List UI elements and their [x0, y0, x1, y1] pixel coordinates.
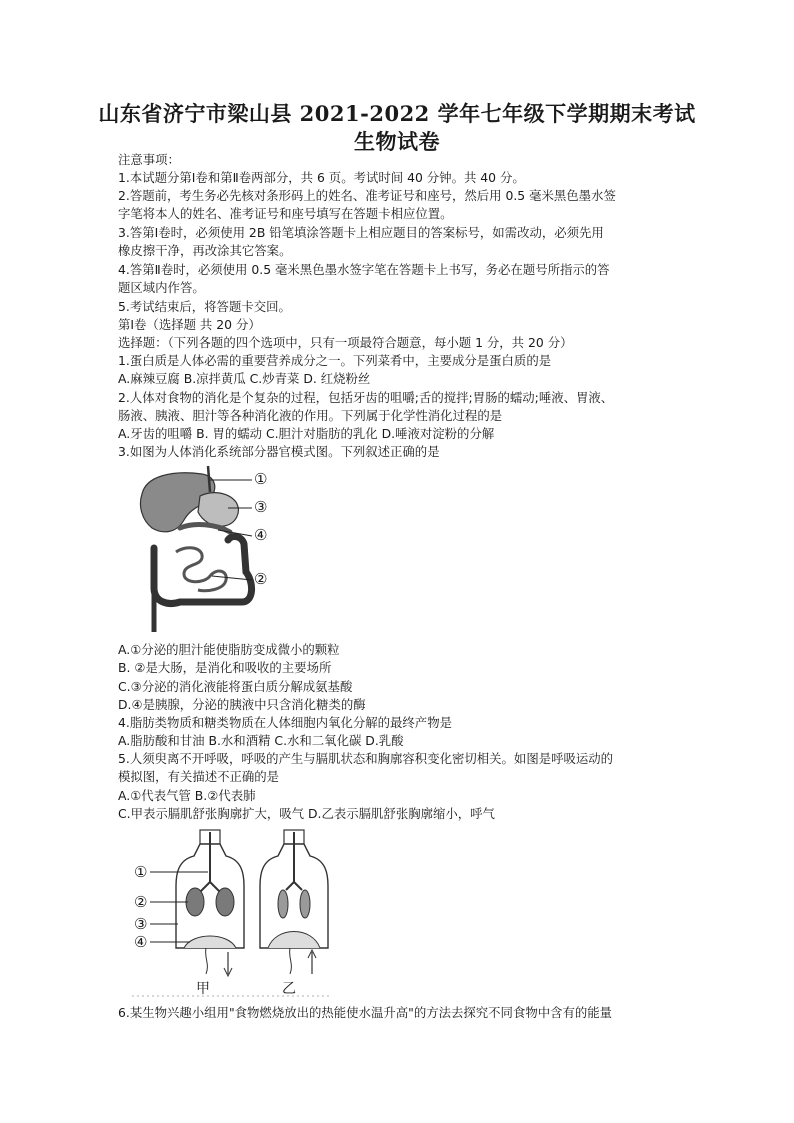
question-3-option-a: A.①分泌的胆汁能使脂肪变成微小的颗粒 — [118, 642, 340, 657]
text-line: 3.答第Ⅰ卷时，必须使用 2B 铅笔填涂答题卡上相应题目的答案标号，如需改动，必须先用 — [118, 225, 604, 240]
question-6: 6.某生物兴趣小组用"食物燃烧放出的热能使水温升高"的方法去探究不同食物中含有的能量 — [118, 1005, 613, 1020]
fig1-label: ② — [254, 570, 268, 588]
breathing-model-figure — [132, 826, 332, 1001]
text-line: 选择题：（下列各题的四个选项中，只有一项最符合题意，每小题 1 分，共 20 分） — [118, 335, 573, 350]
question-1: 1.蛋白质是人体必需的重要营养成分之一。下列菜肴中，主要成分是蛋白质的是 — [118, 353, 552, 368]
question-3: 3.如图为人体消化系统部分器官模式图。下列叙述正确的是 — [118, 444, 440, 459]
question-4: 4.脂肪类物质和糖类物质在人体细胞内氧化分解的最终产物是 — [118, 715, 452, 730]
question-3-option-b: B. ②是大肠，是消化和吸收的主要场所 — [118, 660, 332, 675]
question-4-options: A.脂肪酸和甘油 B.水和酒精 C.水和二氧化碳 D.乳酸 — [118, 733, 404, 748]
question-3-option-c: C.③分泌的消化液能将蛋白质分解成氨基酸 — [118, 679, 353, 694]
text-line: 5.考试结束后，将答题卡交回。 — [118, 299, 291, 314]
fig1-label: ③ — [254, 498, 268, 516]
question-2-cont: 肠液、胰液、胆汁等各种消化液的作用。下列属于化学性消化过程的是 — [118, 408, 503, 423]
fig1-label: ④ — [254, 526, 268, 544]
text-line: 橡皮擦干净，再改涂其它答案。 — [118, 243, 292, 258]
section-heading: 第Ⅰ卷（选择题 共 20 分） — [118, 317, 261, 332]
question-5-options-ab: A.①代表气管 B.②代表肺 — [118, 788, 256, 803]
question-2: 2.人体对食物的消化是个复杂的过程，包括牙齿的咀嚼;舌的搅拌;胃肠的蠕动;唾液、胃液、 — [118, 390, 614, 405]
fig2-label: ④ — [134, 933, 148, 951]
exam-title: 山东省济宁市梁山县 2021-2022 学年七年级下学期期末考试 — [98, 101, 696, 126]
fig2-label: ③ — [134, 915, 148, 933]
exam-subtitle: 生物试卷 — [354, 129, 440, 154]
question-1-options: A.麻辣豆腐 B.凉拌黄瓜 C.炒青菜 D. 红烧粉丝 — [118, 371, 371, 386]
text-line: 题区域内作答。 — [118, 280, 205, 295]
question-5-options-cd: C.甲表示膈肌舒张胸廓扩大，吸气 D.乙表示膈肌舒张胸廓缩小，呼气 — [118, 806, 495, 821]
fig2-label: ① — [134, 863, 148, 881]
fig2-caption-jia: 甲 — [196, 981, 210, 997]
digestive-system-figure — [132, 462, 292, 637]
fig2-label: ② — [134, 893, 148, 911]
text-line: 1.本试题分第Ⅰ卷和第Ⅱ卷两部分，共 6 页。考试时间 40 分钟。共 40 分。 — [118, 170, 525, 185]
notice-heading: 注意事项： — [118, 152, 180, 167]
fig1-label: ① — [254, 470, 268, 488]
text-line: 4.答第Ⅱ卷时，必须使用 0.5 毫米黑色墨水签字笔在答题卡上书写，务必在题号所指示的答 — [118, 262, 610, 277]
fig2-caption-yi: 乙 — [282, 981, 296, 997]
question-2-options: A.牙齿的咀嚼 B. 胃的蠕动 C.胆汁对脂肪的乳化 D.唾液对淀粉的分解 — [118, 426, 495, 441]
question-5: 5.人须臾离不开呼吸，呼吸的产生与膈肌状态和胸廓容积变化密切相关。如图是呼吸运动的 — [118, 751, 614, 766]
question-3-option-d: D.④是胰腺，分泌的胰液中只含消化糖类的酶 — [118, 697, 366, 712]
question-5-cont: 模拟图，有关描述不正确的是 — [118, 769, 280, 784]
text-line: 2.答题前，考生务必先核对条形码上的姓名、准考证号和座号，然后用 0.5 毫米黑色墨水签 — [118, 188, 616, 203]
text-line: 字笔将本人的姓名、准考证号和座号填写在答题卡相应位置。 — [118, 206, 453, 221]
